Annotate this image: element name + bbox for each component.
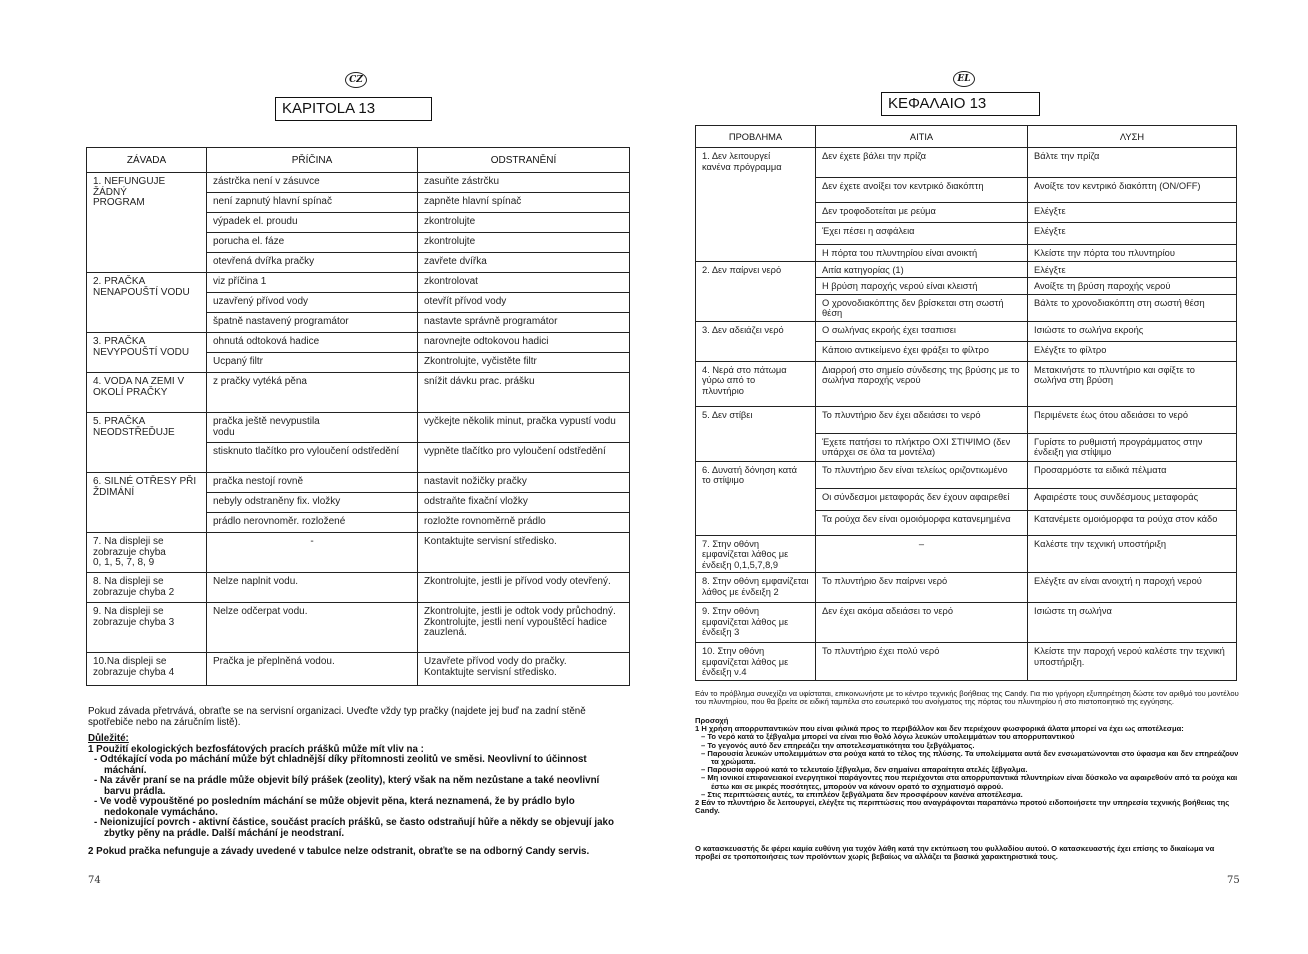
language-badge-el: EL	[953, 71, 975, 87]
page-number: 75	[1227, 875, 1240, 886]
cause-cell: Η βρύση παροχής νερού είναι κλειστή	[816, 278, 1028, 295]
remedy-cell: zkontrolujte	[418, 213, 630, 233]
column-header-problem: ΠΡΟΒΛΗΜΑ	[696, 126, 816, 148]
important-title: Důležité:	[88, 733, 129, 744]
cause-cell: Δεν έχετε ανοίξει τον κεντρικό διακόπτη	[816, 178, 1028, 203]
cause-cell: stisknuto tlačítko pro vyloučení odstředění	[207, 443, 418, 473]
remedy-cell: Βάλτε την πρίζα	[1028, 148, 1237, 178]
cause-cell: špatně nastavený programátor	[207, 313, 418, 333]
remedy-cell: Βάλτε το χρονοδιακόπτη στη σωστή θέση	[1028, 294, 1237, 321]
column-header-cause: ΑΙΤΙΑ	[816, 126, 1028, 148]
cause-cell: Το πλυντήριο έχει πολύ νερό	[816, 643, 1028, 681]
fault-cell: 4. VODA NA ZEMI V OKOLÍ PRAČKY	[87, 373, 207, 413]
fault-cell: 5. PRAČKA NEODSTŘEĎUJE	[87, 413, 207, 473]
column-header-remedy: ODSTRANĚNÍ	[418, 148, 630, 173]
list-item: – Μη ιονικοί επιφανειακοί ενεργητικοί παράγοντες που περιέχονται στα απορρυπαντικά πλυντηρίων είναι δύσκολο να αφαιρεθούν από τα ρούχα και έστω και σε μικρές ποσότητες, μπορούν να κάνουν ορατό το σχηματισμό αφρού.	[701, 773, 1238, 791]
fault-cell: 6. SILNÉ OTŘESY PŘI ŽDIMÁNÍ	[87, 473, 207, 533]
fault-cell: 3. Δεν αδειάζει νερό	[696, 321, 816, 361]
cause-cell: –	[816, 535, 1028, 573]
page-right-el	[654, 0, 1308, 954]
cause-cell: zástrčka není v zásuvce	[207, 173, 418, 193]
cause-cell: Έχει πέσει η ασφάλεια	[816, 223, 1028, 245]
caution-list	[695, 733, 1240, 799]
cause-cell: porucha el. fáze	[207, 233, 418, 253]
cause-cell: Τα ρούχα δεν είναι ομοιόμορφα κατανεμημένα	[816, 510, 1028, 535]
cause-cell: z pračky vytéká pěna	[207, 373, 418, 413]
table-row	[87, 473, 630, 493]
cause-cell: Δεν τροφοδοτείται με ρεύμα	[816, 203, 1028, 223]
remedy-cell: zapněte hlavní spínač	[418, 193, 630, 213]
chapter-title: KAPITOLA 13	[275, 97, 432, 121]
disclaimer: Ο κατασκευαστής δε φέρει καμία ευθύνη για τυχόν λάθη κατά την εκτύπωση του φυλλαδίου αυτού. Ο κατασκευαστής έχει επίσης το δικαίωμα να προβεί σε τροποποιήσεις των προϊόντων χωρίς βεβαίως να αλλάζει τα βασικά χαρακτηριστικά τους.	[695, 844, 1215, 862]
cause-cell: uzavřený přívod vody	[207, 293, 418, 313]
cause-cell: pračka ještě nevypustila vodu	[207, 413, 418, 443]
remedy-cell: Προσαρμόστε τα ειδικά πέλματα	[1028, 461, 1237, 488]
remedy-cell: Uzavřete přívod vody do pračky. Kontaktujte servisní středisko.	[418, 653, 630, 686]
list-item: - Ve vodě vypouštěné po posledním máchání se může objevit pěna, která neznamená, že by prádlo bylo nedokonale vymácháno.	[94, 796, 575, 818]
troubleshooting-table-el	[695, 125, 1237, 681]
remedy-cell: nastavit nožičky pračky	[418, 473, 630, 493]
troubleshooting-table-cz	[86, 147, 630, 686]
remedy-cell: Zkontrolujte, jestli je přívod vody otevřený.	[418, 573, 630, 603]
fault-cell: 8. Στην οθόνη εμφανίζεται λάθος με ένδειξη 2	[696, 573, 816, 603]
remedy-cell: Ανοίξτε τον κεντρικό διακόπτη (ON/OFF)	[1028, 178, 1237, 203]
remedy-cell: Ελέγξτε	[1028, 203, 1237, 223]
cause-cell: Το πλυντήριο δεν είναι τελείως οριζοντιωμένο	[816, 461, 1028, 488]
table-row	[696, 573, 1237, 603]
remedy-cell: Kontaktujte servisní středisko.	[418, 533, 630, 573]
list-item: – Παρουσία αφρού κατά το τελευταίο ξέβγαλμα, δεν σημαίνει απαραίτητα ατελές ξέβγαλμα.	[701, 765, 1028, 775]
remedy-cell: Ισιώστε το σωλήνα εκροής	[1028, 321, 1237, 341]
column-header-cause: PŘÍČINA	[207, 148, 418, 173]
remedy-cell: narovnejte odtokovou hadici	[418, 333, 630, 353]
cause-cell: nebyly odstraněny fix. vložky	[207, 493, 418, 513]
table-row	[696, 406, 1237, 433]
cause-cell: Δεν έχει ακόμα αδειάσει το νερό	[816, 603, 1028, 643]
remedy-cell: Αφαιρέστε τους συνδέσμους μεταφοράς	[1028, 488, 1237, 510]
fault-cell: 6. Δυνατή δόνηση κατά το στίψιμο	[696, 461, 816, 535]
remedy-cell: zkontrolujte	[418, 233, 630, 253]
fault-cell: 10. Στην οθόνη εμφανίζεται λάθος με ένδειξη ν.4	[696, 643, 816, 681]
cause-cell: Nelze naplnit vodu.	[207, 573, 418, 603]
table-row	[87, 413, 630, 443]
remedy-cell: otevřít přívod vody	[418, 293, 630, 313]
fault-cell: 1. NEFUNGUJE ŽÁDNÝ PROGRAM	[87, 173, 207, 273]
remedy-cell: Ελέγξτε το φίλτρο	[1028, 341, 1237, 361]
cause-cell: Κάποιο αντικείμενο έχει φράξει το φίλτρο	[816, 341, 1028, 361]
important-point-1: 1 Použití ekologických bezfosfátových pracích prášků může mít vliv na :	[88, 743, 424, 755]
fault-cell: 9. Na displeji se zobrazuje chyba 3	[87, 603, 207, 653]
cause-cell: Το πλυντήριο δεν έχει αδειάσει το νερό	[816, 406, 1028, 433]
table-row	[87, 273, 630, 293]
fault-cell: 2. Δεν παίρνει νερό	[696, 261, 816, 321]
remedy-cell: nastavte správně programátor	[418, 313, 630, 333]
caution-point-2: 2 Εάν το πλυντήριο δε λειτουργεί, ελέγξτε τις περιπτώσεις που αναγράφονται παραπάνω προτού ειδοποιήσετε την υπηρεσία τεχνικής βοήθειας της Candy.	[695, 798, 1230, 816]
table-row	[696, 643, 1237, 681]
remedy-cell: Ανοίξτε τη βρύση παροχής νερού	[1028, 278, 1237, 295]
cause-cell: Έχετε πατήσει το πλήκτρο ΟΧΙ ΣΤΙΨΙΜΟ (δεν υπάρχει σε όλα τα μοντέλα)	[816, 433, 1028, 461]
cause-cell: otevřená dvířka pračky	[207, 253, 418, 273]
cause-cell: -	[207, 533, 418, 573]
cause-cell: Δεν έχετε βάλει την πρίζα	[816, 148, 1028, 178]
service-note: Εάν το πρόβλημα συνεχίζει να υφίσταται, επικοινωνήστε με το κέντρο τεχνικής βοήθειας της Candy. Για πιο γρήγορη εξυπηρέτηση δώστε τον αριθμό του μοντέλου του πλυντηρίου, που θα βρείτε σε ειδική ταμπέλα στο εσωτερικό του ανοίγματος της πόρτας του πλυντηρίου ή στο πιστοποιητικό της εγγύησης.	[695, 689, 1239, 707]
remedy-cell: Περιμένετε έως ότου αδειάσει το νερό	[1028, 406, 1237, 433]
remedy-cell: Zkontrolujte, vyčistěte filtr	[418, 353, 630, 373]
remedy-cell: odstraňte fixační vložky	[418, 493, 630, 513]
cause-cell: Ο σωλήνας εκροής έχει τσαπισει	[816, 321, 1028, 341]
remedy-cell: Κλείστε την πόρτα του πλυντηρίου	[1028, 245, 1237, 262]
fault-cell: 3. PRAČKA NEVYPOUŠTÍ VODU	[87, 333, 207, 373]
list-item: – Το νερό κατά το ξέβγαλμα μπορεί να είναι πιο θολό λόγω λευκών υπολειμμάτων του απορρυπαντικού	[701, 732, 1075, 742]
remedy-cell: vyčkejte několik minut, pračka vypustí vodu	[418, 413, 630, 443]
caution-point-1: 1 Η χρήση απορρυπαντικών που είναι φιλικά προς το περιβάλλον και δεν περιέχουν φωσφορικά άλατα μπορεί να έχει ως αποτέλεσμα:	[695, 724, 1184, 734]
cause-cell: Το πλυντήριο δεν παίρνει νερό	[816, 573, 1028, 603]
fault-cell: 5. Δεν στίβει	[696, 406, 816, 461]
remedy-cell: zavřete dvířka	[418, 253, 630, 273]
remedy-cell: Ισιώστε τη σωλήνα	[1028, 603, 1237, 643]
remedy-cell: zkontrolovat	[418, 273, 630, 293]
important-section	[88, 734, 628, 858]
table-row	[696, 461, 1237, 488]
table-row	[87, 333, 630, 353]
fault-cell: 9. Στην οθόνη εμφανίζεται λάθος με ένδειξη 3	[696, 603, 816, 643]
page-number: 74	[88, 875, 101, 886]
remedy-cell: Zkontrolujte, jestli je odtok vody průchodný. Zkontrolujte, jestli není vypouštěcí hadice zauzlená.	[418, 603, 630, 653]
service-note: Pokud závada přetrvává, obraťte se na servisní organizaci. Uveďte vždy typ pračky (najdete jej buď na zadní stěně spotřebiče nebo na záručním listě).	[88, 706, 586, 728]
cause-cell: Αιτία κατηγορίας (1)	[816, 261, 1028, 278]
list-item: – Παρουσία λευκών υπολειμμάτων στα ρούχα κατά το τέλος της πλύσης. Τα υπολείμματα αυτά δεν ενσωματώνονται στο ύφασμα και δεν επηρεάζουν τα χρώματα.	[701, 748, 1239, 767]
table-row	[87, 373, 630, 413]
cause-cell: Οι σύνδεσμοι μεταφοράς δεν έχουν αφαιρεθεί	[816, 488, 1028, 510]
table-row	[696, 321, 1237, 341]
remedy-cell: Ελέγξτε αν είναι ανοιχτή η παροχή νερού	[1028, 573, 1237, 603]
important-list	[88, 755, 628, 839]
cause-cell: není zapnutý hlavní spínač	[207, 193, 418, 213]
remedy-cell: zasuňte zástrčku	[418, 173, 630, 193]
table-row	[696, 261, 1237, 278]
fault-cell: 1. Δεν λειτουργεί κανένα πρόγραμμα	[696, 148, 816, 262]
caution-title: Προσοχή	[695, 716, 729, 725]
cause-cell: Η πόρτα του πλυντηρίου είναι ανοικτή	[816, 245, 1028, 262]
cause-cell: Ο χρονοδιακόπτης δεν βρίσκεται στη σωστή θέση	[816, 294, 1028, 321]
fault-cell: 2. PRAČKA NENAPOUŠTÍ VODU	[87, 273, 207, 333]
table-row	[696, 148, 1237, 178]
cause-cell: Διαρροή στο σημείο σύνδεσης της βρύσης με το σωλήνα παροχής νερού	[816, 361, 1028, 406]
list-item: - Neionizující povrch - aktivní částice, součást pracích prášků, se často odstraňují hůře a někdy se objevují jako zbytky pěny na prádle. Další máchání je neodstraní.	[94, 817, 614, 839]
remedy-cell: Κατανέμετε ομοιόμορφα τα ρούχα στον κάδο	[1028, 510, 1237, 535]
list-item: - Na závěr praní se na prádle může objevit bílý prášek (zeolity), který však na něm nezůstane a také neovlivní barvu prádla.	[94, 775, 600, 797]
remedy-cell: snížit dávku prac. prášku	[418, 373, 630, 413]
caution-section	[695, 717, 1240, 815]
cause-cell: výpadek el. proudu	[207, 213, 418, 233]
cause-cell: Pračka je přeplněná vodou.	[207, 653, 418, 686]
language-badge-cz: CZ	[345, 72, 367, 88]
remedy-cell: rozložte rovnoměrně prádlo	[418, 513, 630, 533]
table-row	[87, 603, 630, 653]
table-row	[87, 573, 630, 603]
remedy-cell: Κλείστε την παροχή νερού καλέστε την τεχνική υποστήριξη.	[1028, 643, 1237, 681]
cause-cell: viz příčina 1	[207, 273, 418, 293]
fault-cell: 10.Na displeji se zobrazuje chyba 4	[87, 653, 207, 686]
important-point-2: 2 Pokud pračka nefunguje a závady uvedené v tabulce nelze odstranit, obraťte se na odborný Candy servis.	[88, 846, 590, 857]
cause-cell: pračka nestojí rovně	[207, 473, 418, 493]
fault-cell: 7. Na displeji se zobrazuje chyba 0, 1, 5, 7, 8, 9	[87, 533, 207, 573]
table-row	[696, 535, 1237, 573]
remedy-cell: Γυρίστε το ρυθμιστή προγράμματος στην ένδειξη για στίψιμο	[1028, 433, 1237, 461]
column-header-fault: ZÁVADA	[87, 148, 207, 173]
list-item: – Στις περιπτώσεις αυτές, τα επιπλέον ξεβγάλματα δεν προσφέρουν κανένα αποτέλεσμα.	[701, 789, 1023, 799]
remedy-cell: Καλέστε την τεχνική υποστήριξη	[1028, 535, 1237, 573]
remedy-cell: Ελέγξτε	[1028, 223, 1237, 245]
table-row	[87, 653, 630, 686]
fault-cell: 4. Νερά στο πάτωμα γύρω από το πλυντήριο	[696, 361, 816, 406]
chapter-title: ΚΕΦΑΛΑΙΟ 13	[881, 92, 1040, 116]
table-row	[87, 173, 630, 193]
cause-cell: ohnutá odtoková hadice	[207, 333, 418, 353]
remedy-cell: vypněte tlačítko pro vyloučení odstředění	[418, 443, 630, 473]
table-row	[87, 533, 630, 573]
cause-cell: Nelze odčerpat vodu.	[207, 603, 418, 653]
table-row	[696, 603, 1237, 643]
column-header-solution: ΛΥΣΗ	[1028, 126, 1237, 148]
remedy-cell: Μετακινήστε το πλυντήριο και σφίξτε το σωλήνα στη βρύση	[1028, 361, 1237, 406]
list-item: – Το γεγονός αυτό δεν επηρεάζει την αποτελεσματικότητα του ξεβγάλματος.	[701, 740, 975, 750]
remedy-cell: Ελέγξτε	[1028, 261, 1237, 278]
fault-cell: 8. Na displeji se zobrazuje chyba 2	[87, 573, 207, 603]
cause-cell: prádlo nerovnoměr. rozložené	[207, 513, 418, 533]
cause-cell: Ucpaný filtr	[207, 353, 418, 373]
table-row	[696, 361, 1237, 406]
list-item: - Odtékající voda po máchání může být chladnější díky přítomnosti zeolitů ve směsi. Neovlivní to účinnost máchání.	[94, 754, 587, 776]
fault-cell: 7. Στην οθόνη εμφανίζεται λάθος με ένδειξη 0,1,5,7,8,9	[696, 535, 816, 573]
